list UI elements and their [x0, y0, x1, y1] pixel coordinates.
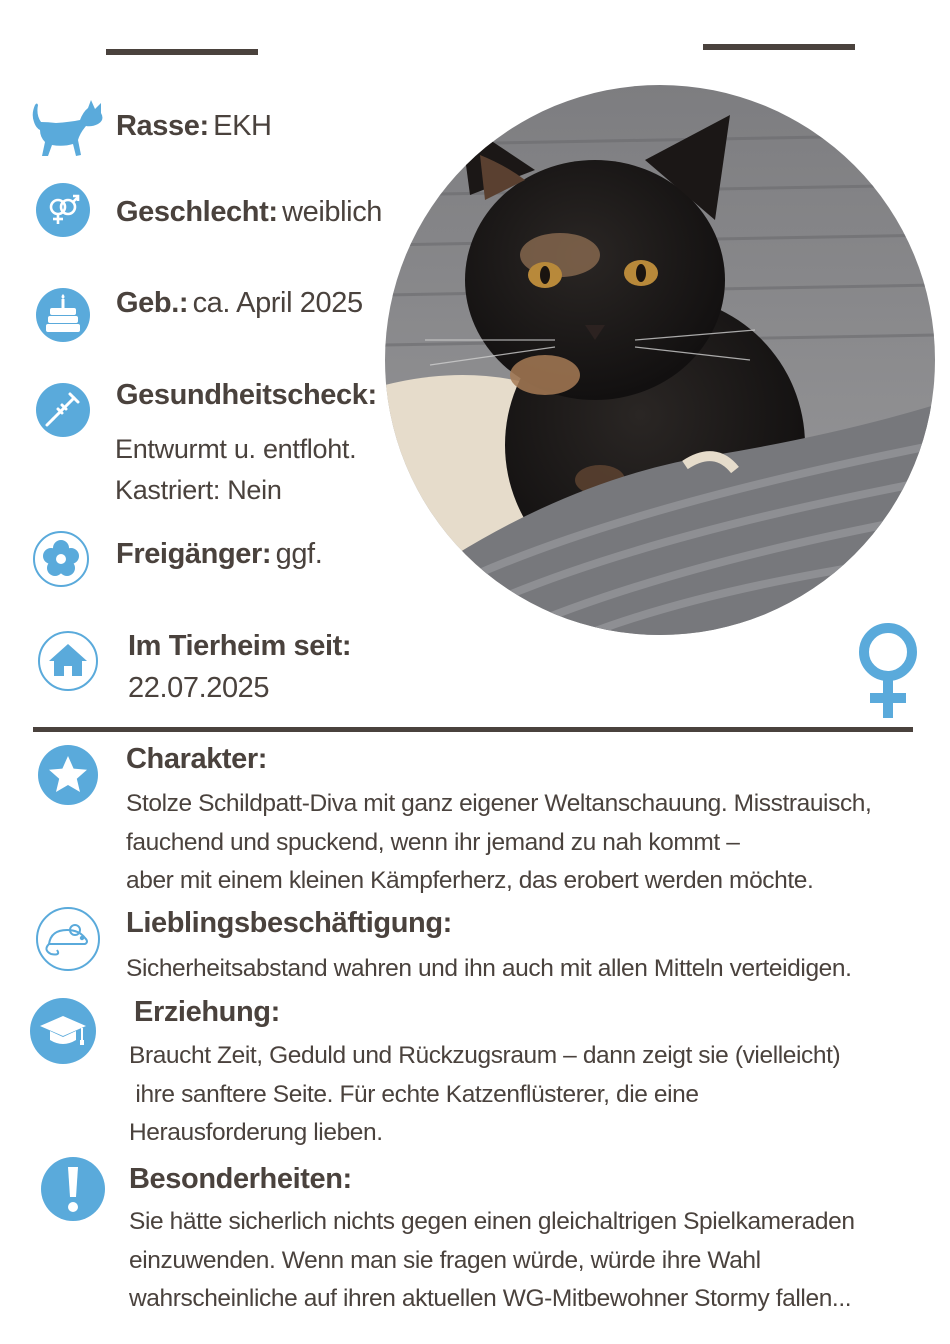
health-line-neutered: Kastriert: Nein [115, 475, 282, 505]
birthday-cake-icon [36, 288, 90, 342]
mouse-icon [35, 906, 101, 972]
health-label: Gesundheitscheck: [116, 379, 377, 411]
special-line-1: Sie hätte sicherlich nichts gegen einen gleichaltrigen Spielkameraden [129, 1208, 855, 1235]
special-line-2: einzuwenden. Wenn man sie fragen würde, würde ihre Wahl [129, 1246, 761, 1274]
flower-icon [32, 530, 90, 588]
star-icon [38, 745, 98, 805]
shelter-label: Im Tierheim seit: [128, 630, 352, 662]
character-line-1: Stolze Schildpatt-Diva mit ganz eigener Weltanschauung. Misstrauisch, [126, 790, 872, 817]
education-line-3: Herausforderung lieben. [129, 1119, 383, 1146]
breed-value: EKH [213, 110, 272, 142]
section-divider [33, 727, 913, 732]
gender-icon [36, 183, 90, 237]
special-title: Besonderheiten: [129, 1163, 352, 1195]
breed-label: Rasse: [116, 110, 209, 142]
syringe-icon [36, 383, 90, 437]
character-line-3: aber mit einem kleinen Kämpferherz, das erobert werden möchte. [126, 867, 814, 894]
gender-label: Geschlecht: [116, 196, 278, 228]
cat-icon [28, 100, 108, 160]
birth-label: Geb.: [116, 287, 189, 319]
top-right-bar [703, 44, 855, 50]
house-icon [37, 630, 99, 692]
top-left-bar [106, 49, 258, 55]
birth-value: ca. April 2025 [192, 287, 363, 319]
education-line-1: Braucht Zeit, Geduld und Rückzugsraum – dann zeigt sie (vielleicht) [129, 1042, 841, 1069]
education-title: Erziehung: [134, 996, 280, 1028]
shelter-date: 22.07.2025 [128, 672, 270, 704]
outdoor-label: Freigänger: [116, 538, 272, 570]
tortoiseshell-kitten-photo [385, 85, 935, 635]
education-line-2: ihre sanftere Seite. Für echte Katzenflüsterer, die eine [129, 1080, 699, 1108]
exclamation-icon [41, 1157, 105, 1221]
gender-value: weiblich [282, 196, 383, 228]
special-line-3: wahrscheinliche auf ihren aktuellen WG-Mitbewohner Stormy fallen... [129, 1285, 852, 1312]
favorite-line-1: Sicherheitsabstand wahren und ihn auch mit allen Mitteln verteidigen. [126, 955, 852, 982]
favorite-title: Lieblingsbeschäftigung: [126, 907, 452, 939]
female-symbol-icon [853, 620, 923, 720]
graduation-cap-icon [30, 998, 96, 1064]
character-line-2: fauchend und spuckend, wenn ihr jemand zu nah kommt – [126, 828, 740, 856]
character-title: Charakter: [126, 743, 268, 775]
outdoor-value: ggf. [275, 538, 323, 570]
health-line-dewormed: Entwurmt u. entfloht. [115, 434, 357, 464]
